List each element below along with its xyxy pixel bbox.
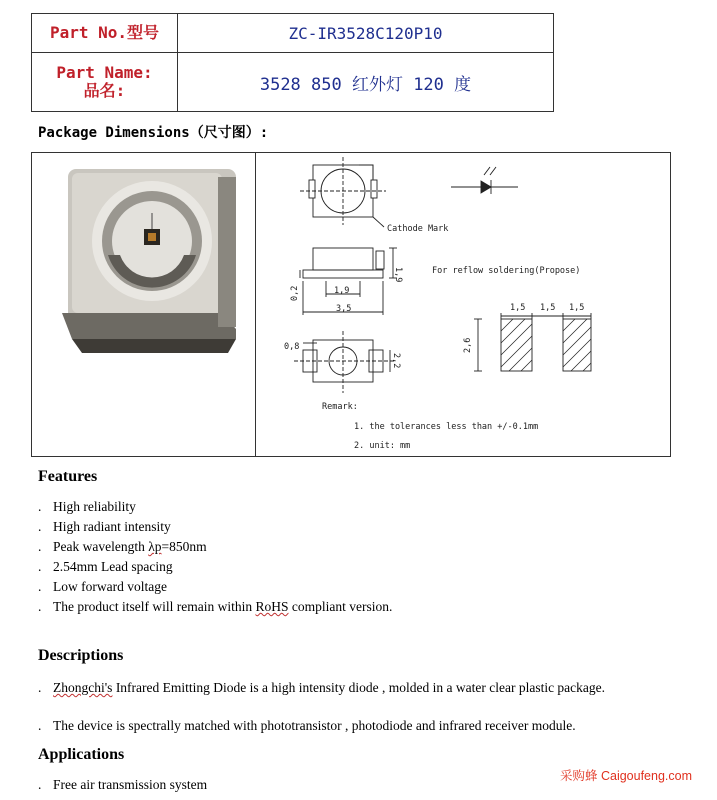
package-dimensions-box xyxy=(31,152,671,457)
application-item: . Free air transmission system xyxy=(38,777,208,792)
package-dimensions-title: Package Dimensions（尺寸图）: xyxy=(38,125,269,141)
dimension-drawing xyxy=(256,153,670,456)
applications-title: Applications xyxy=(38,746,125,763)
part-name-label-en: Part Name: xyxy=(56,63,153,82)
dim-side-height: 1,9 xyxy=(393,267,403,283)
part-info-table xyxy=(31,13,554,112)
cathode-mark-label: Cathode Mark xyxy=(387,224,449,234)
remark-title: Remark: xyxy=(322,402,358,412)
feature-item: . Low forward voltage xyxy=(38,579,167,594)
part-name-label-cn: 品名: xyxy=(83,81,126,100)
dim-lens-width: 1,9 xyxy=(334,286,350,296)
dim-pad-pitch-2: 1,5 xyxy=(569,303,585,313)
dim-pad-length: 2,6 xyxy=(463,337,473,353)
feature-item: . 2.54mm Lead spacing xyxy=(38,559,173,574)
part-no-value: ZC-IR3528C120P10 xyxy=(178,14,554,53)
led-product-photo xyxy=(60,163,250,368)
dim-body-width: 2,2 xyxy=(391,353,401,369)
dim-lead-thickness: 0,2 xyxy=(290,285,300,301)
feature-item-rohs: . The product itself will remain within RoHS compliant version. xyxy=(38,599,393,614)
feature-item: . High reliability xyxy=(38,499,136,514)
part-name-value: 3528 850 红外灯 120 度 xyxy=(178,53,554,112)
dim-pad-width: 0,8 xyxy=(284,342,300,352)
site-watermark: 采购蜂 Caigoufeng.com xyxy=(560,769,693,783)
remark-unit: 2. unit: mm xyxy=(354,441,411,451)
description-paragraph-2: . The device is spectrally matched with phototransistor , photodiode and infrared receiver module. xyxy=(38,718,576,733)
features-title: Features xyxy=(38,468,98,485)
feature-item-peak-wavelength: . Peak wavelength λp=850nm xyxy=(38,539,207,554)
description-paragraph-1: . Zhongchi's Infrared Emitting Diode is a high intensity diode , molded in a water clear plastic package. xyxy=(38,680,606,695)
dim-total-length: 3,5 xyxy=(336,304,352,314)
part-no-label: Part No.型号 xyxy=(32,14,178,53)
feature-item: . High radiant intensity xyxy=(38,519,171,534)
dim-pad-pitch-1: 1,5 xyxy=(510,303,526,313)
reflow-title: For reflow soldering(Propose) xyxy=(432,266,581,276)
descriptions-title: Descriptions xyxy=(38,647,124,664)
dim-pad-gap: 1,5 xyxy=(540,303,556,313)
remark-tolerance: 1. the tolerances less than +/-0.1mm xyxy=(354,422,539,432)
part-name-label xyxy=(32,53,178,112)
